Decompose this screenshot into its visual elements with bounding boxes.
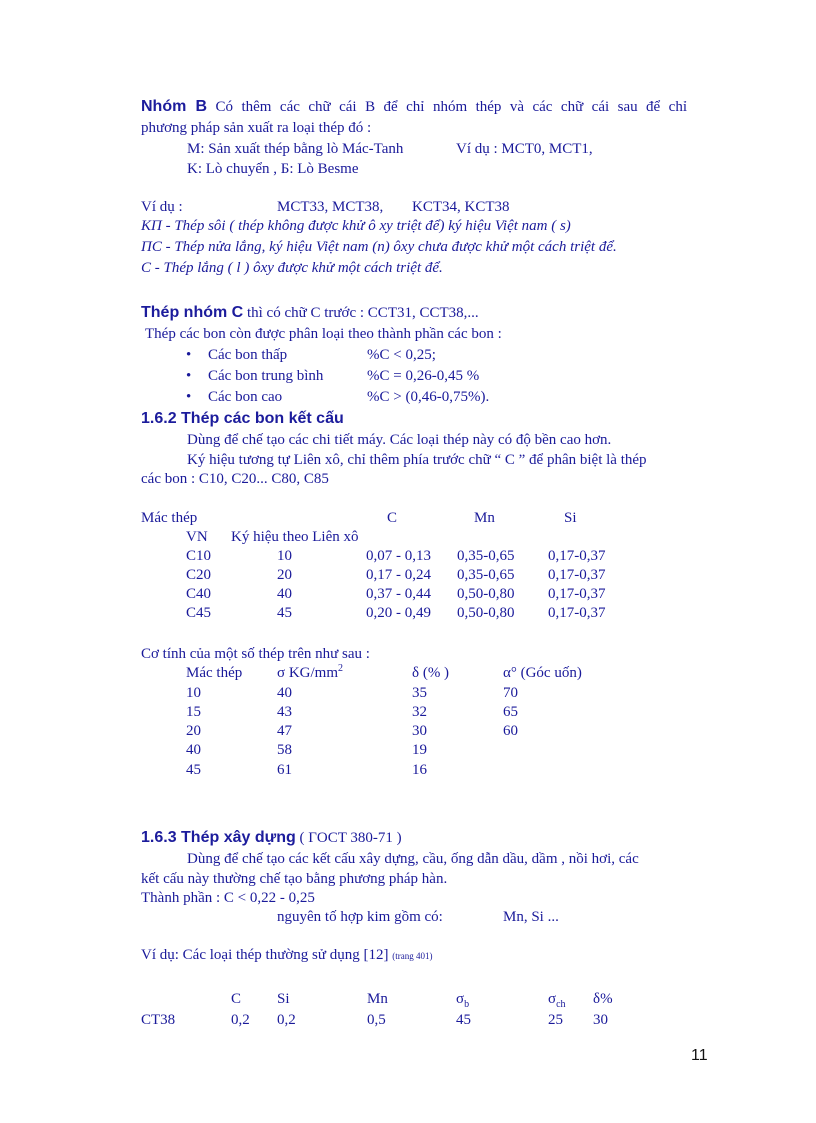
cell-sigma: 47: [277, 723, 292, 739]
cell-c: 0,07 - 0,13: [366, 548, 431, 564]
cell-alpha: 70: [503, 685, 518, 701]
cell-delta: 19: [412, 742, 427, 758]
cell-c: 0,2: [231, 1012, 250, 1028]
cell-si: 0,17-0,37: [548, 586, 606, 602]
cell-si: 0,17-0,37: [548, 567, 606, 583]
cell-mn: 0,35-0,65: [457, 548, 515, 564]
mct-example: Ví dụ : MCT0, MCT1,: [456, 141, 593, 157]
vidu-thep-thuong-dung: Ví dụ: Các loại thép thường sử dụng [12] (trang 401): [141, 947, 433, 963]
cell-sigma-ch: 25: [548, 1012, 563, 1028]
cell-alpha: 65: [503, 704, 518, 720]
table2-header-mac: Mác thép: [186, 665, 243, 681]
nhom-c-paragraph: [141, 303, 479, 323]
table1-header-liensxo: Ký hiệu theo Liên xô: [231, 529, 359, 545]
bullet-value: %C > (0,46-0,75%).: [367, 389, 490, 405]
table1-header-vn: VN: [186, 529, 208, 545]
cell-mn: 0,35-0,65: [457, 567, 515, 583]
nguyen-to-value: Mn, Si ...: [503, 909, 559, 925]
section-163-para1a: Dùng để chế tạo các kết cấu xây dựng, cầu, ống dẫn dầu, dầm , nồi hơi, các: [187, 851, 639, 867]
cell-delta: 32: [412, 704, 427, 720]
section-163-heading: 1.6.3 Thép xây dựng: [141, 829, 296, 846]
page-number: 11: [691, 1047, 708, 1064]
cell-lx: 20: [277, 567, 292, 583]
table3-header-mn: Mn: [367, 991, 388, 1007]
cell-vn: C40: [186, 586, 212, 602]
cell-mac: 20: [186, 723, 201, 739]
cell-vn: C10: [186, 548, 212, 564]
vidu-kct: KCT34, KCT38: [412, 199, 510, 215]
cell-mac: 40: [186, 742, 201, 758]
nhom-c-heading: Thép nhóm C: [141, 304, 244, 321]
cell-sigma: 61: [277, 762, 292, 778]
vidu-label: Ví dụ :: [141, 199, 183, 215]
section-162-para2b: các bon : C10, C20... C80, C85: [141, 471, 329, 487]
c-line: C - Thép lắng ( l ) ôxy được khử một cách triệt để.: [141, 260, 443, 276]
nguyen-to-label: nguyên tố hợp kim gồm có:: [277, 909, 443, 925]
cell-si: 0,17-0,37: [548, 548, 606, 564]
cell-vn: C20: [186, 567, 212, 583]
cell-c: 0,20 - 0,49: [366, 605, 431, 621]
cell-mn: 0,50-0,80: [457, 586, 515, 602]
carbon-classification-intro: Thép các bon còn được phân loại theo thành phần các bon :: [145, 326, 502, 342]
nhom-b-paragraph: [141, 97, 687, 117]
cell-c: 0,37 - 0,44: [366, 586, 431, 602]
cell-sigma-b: 45: [456, 1012, 471, 1028]
cell-sigma: 58: [277, 742, 292, 758]
cell-alpha: 60: [503, 723, 518, 739]
table2-header-delta: δ (% ): [412, 665, 450, 681]
table1-header-si: Si: [564, 510, 577, 526]
section-162-para1: Dùng để chế tạo các chi tiết máy. Các loại thép này có độ bền cao hơn.: [187, 432, 612, 448]
cell-delta: 16: [412, 762, 427, 778]
section-162-heading: 1.6.2 Thép các bon kết cấu: [141, 410, 344, 427]
bullet-item: • Các bon trung bình: [208, 367, 323, 386]
table3-header-sigma-b: $\sigma_b$: [456, 991, 470, 1010]
cell-mac: 15: [186, 704, 201, 720]
pc-line: ПC - Thép nửa lắng, ký hiệu Việt nam (n) ôxy chưa được khử một cách triệt để.: [141, 239, 617, 255]
cell-si: 0,2: [277, 1012, 296, 1028]
nhom-b-text: Có thêm các chữ cái B để chỉ nhóm thép và các chữ cái sau để chỉ: [215, 99, 688, 115]
table2-header-alpha: α° (Góc uốn): [503, 665, 582, 681]
cell-delta: 30: [593, 1012, 608, 1028]
cell-sigma: 40: [277, 685, 292, 701]
cell-lx: 40: [277, 586, 292, 602]
section-162-para2a: Ký hiệu tương tự Liên xô, chỉ thêm phía trước chữ “ C ” để phân biệt là thép: [187, 452, 647, 468]
cell-c: 0,17 - 0,24: [366, 567, 431, 583]
cell-sigma: 43: [277, 704, 292, 720]
section-163-para1b: kết cấu này thường chế tạo bằng phương pháp hàn.: [141, 871, 448, 887]
cell-si: 0,17-0,37: [548, 605, 606, 621]
bullet-value: %C = 0,26-0,45 %: [367, 368, 480, 384]
lo-chuyen-line: K: Lò chuyển , Б: Lò Besme: [187, 161, 359, 177]
nhom-c-text: thì có chữ C trước : CCT31, CCT38,...: [246, 305, 479, 321]
cell-vn: C45: [186, 605, 212, 621]
table3-header-sigma-ch: $\sigma_{ch}$: [548, 991, 566, 1010]
bullet-value: %C < 0,25;: [367, 347, 436, 363]
bullet-item: • Các bon cao: [208, 388, 282, 407]
cotinh-intro: Cơ tính của một số thép trên như sau :: [141, 646, 370, 662]
bullet-item: • Các bon thấp: [208, 346, 287, 365]
table3-header-c: C: [231, 991, 242, 1007]
cell-delta: 30: [412, 723, 427, 739]
table3-header-delta: δ%: [593, 991, 613, 1007]
nhom-b-heading: Nhóm B: [141, 98, 208, 115]
cell-mn: 0,50-0,80: [457, 605, 515, 621]
kp-line: KП - Thép sôi ( thép không được khử ô xy triệt để) ký hiệu Việt nam ( s): [141, 218, 571, 234]
cell-mac: 10: [186, 685, 201, 701]
vidu-mct: MCT33, MCT38,: [277, 199, 384, 215]
cell-delta: 35: [412, 685, 427, 701]
mac-tanh-line: M: Sản xuất thép bằng lò Mác-Tanh: [187, 141, 404, 157]
table1-header-mac: Mác thép: [141, 510, 198, 526]
thanh-phan: Thành phần : C < 0,22 - 0,25: [141, 890, 315, 906]
nhom-b-text-cont: phương pháp sản xuất ra loại thép đó :: [141, 120, 372, 136]
section-163-heading-line: [141, 828, 402, 848]
cell-mn: 0,5: [367, 1012, 386, 1028]
section-163-standard: ( ГOCT 380-71 ): [299, 830, 402, 846]
table1-header-c: C: [387, 510, 398, 526]
cell-mac: CT38: [141, 1012, 176, 1028]
table2-header-sigma: σ $KG/mm^2$: [277, 663, 344, 681]
table1-header-mn: Mn: [474, 510, 495, 526]
cell-lx: 10: [277, 548, 292, 564]
cell-lx: 45: [277, 605, 292, 621]
table3-header-si: Si: [277, 991, 290, 1007]
cell-mac: 45: [186, 762, 201, 778]
